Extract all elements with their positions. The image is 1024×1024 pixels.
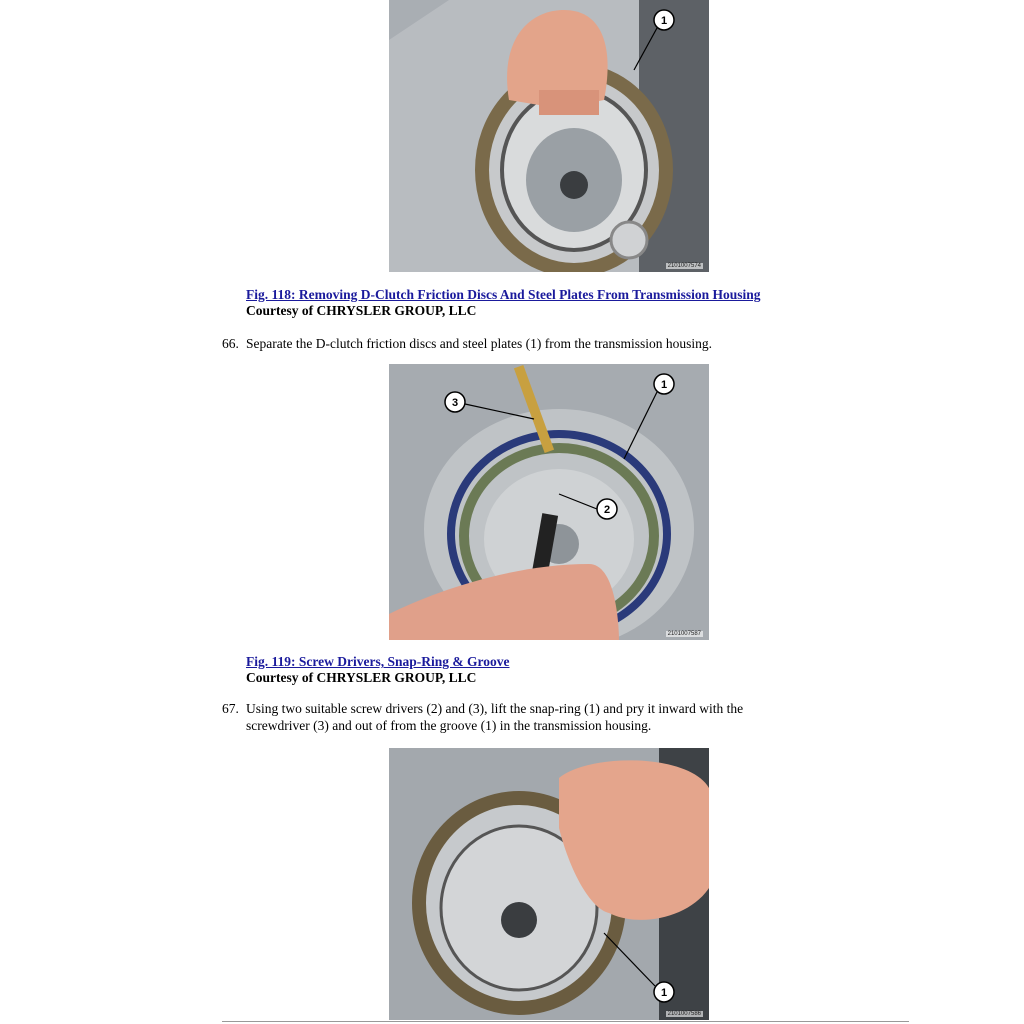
figure-119-photo [389, 364, 709, 640]
callout-1: 1 [660, 987, 668, 999]
snap-ring-illustration [389, 364, 709, 640]
step-66 [222, 335, 802, 352]
figure-118-photo [389, 0, 709, 272]
figure-snap-ring-removal-photo [389, 748, 709, 1020]
callout-1: 1 [660, 379, 668, 391]
figure-118-caption [246, 287, 761, 319]
clutch-pack-illustration [389, 748, 709, 1020]
figure-id-label: 2101007587 [667, 631, 701, 637]
figure-id-label: 2101007574 [667, 263, 701, 269]
step-67 [222, 700, 802, 734]
step-number: 67. [222, 701, 239, 716]
figure-119-link[interactable]: Fig. 119: Screw Drivers, Snap-Ring & Groove [246, 654, 510, 669]
figure-118-courtesy: Courtesy of CHRYSLER GROUP, LLC [246, 303, 477, 318]
transmission-housing-illustration [389, 0, 709, 272]
figure-119-caption [246, 654, 509, 686]
step-text: Separate the D-clutch friction discs and steel plates (1) from the transmission housing. [246, 336, 713, 351]
callout-1: 1 [660, 15, 668, 27]
figure-118-link[interactable]: Fig. 118: Removing D-Clutch Friction Discs And Steel Plates From Transmission Housing [246, 287, 761, 302]
figure-id-label: 2101007586 [667, 1011, 701, 1017]
callout-2: 2 [603, 504, 611, 516]
step-text: Using two suitable screw drivers (2) and (3), lift the snap-ring (1) and pry it inward with the screwdriver (3) and out of from the groove (1) in the transmission housing. [246, 701, 744, 733]
figure-119-courtesy: Courtesy of CHRYSLER GROUP, LLC [246, 670, 477, 685]
step-number: 66. [222, 336, 239, 351]
page-divider [222, 1021, 909, 1022]
callout-3: 3 [451, 397, 459, 409]
